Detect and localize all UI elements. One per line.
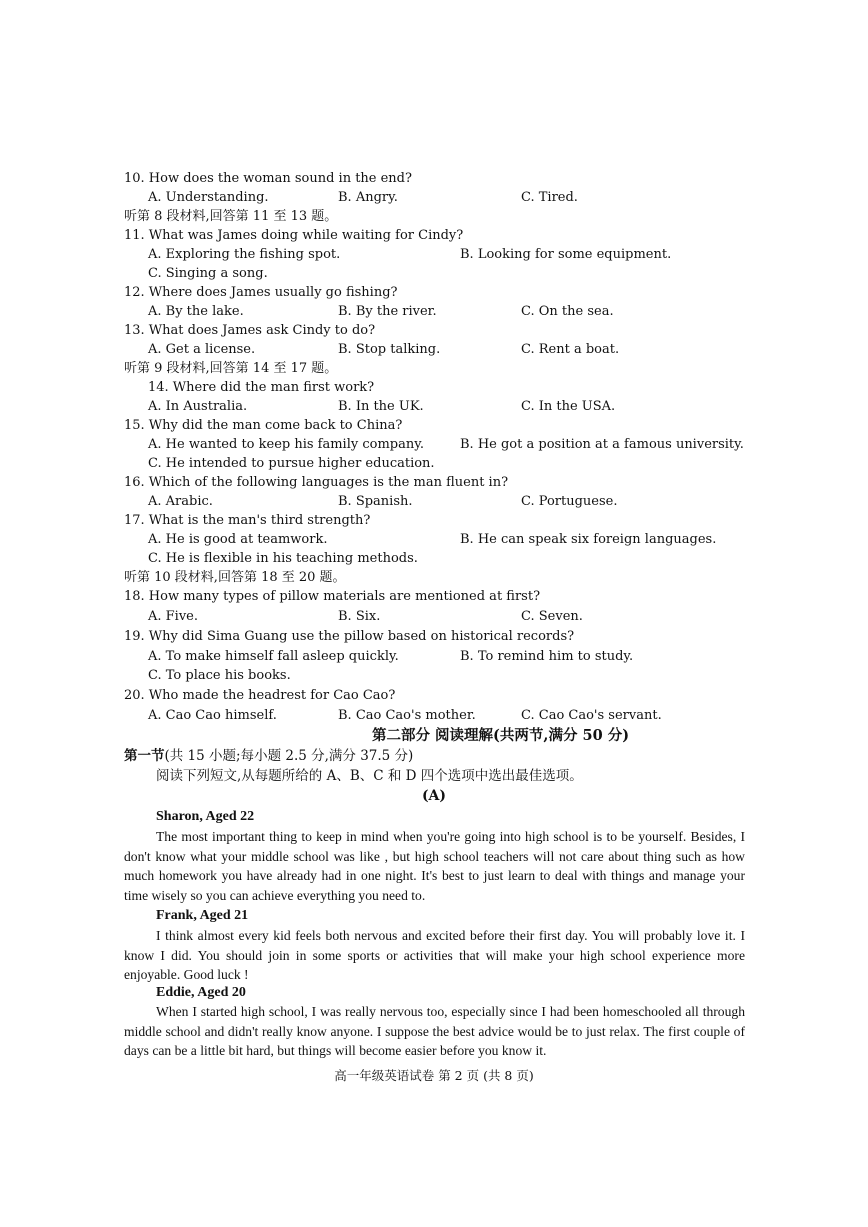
question-17-option-a: A. He is good at teamwork. — [148, 532, 328, 547]
question-17-stem: 17. What is the man's third strength? — [124, 513, 371, 528]
listening-heading-9: 听第 9 段材料,回答第 14 至 17 题。 — [124, 361, 338, 376]
question-14-option-a: A. In Australia. — [148, 399, 248, 414]
question-15-option-a: A. He wanted to keep his family company. — [148, 437, 424, 452]
part2-title: 第二部分 阅读理解(共两节,满分 50 分) — [372, 727, 630, 744]
question-13-option-a: A. Get a license. — [148, 342, 256, 357]
section1-label: 第一节 — [124, 748, 165, 764]
question-14-option-b: B. In the UK. — [338, 399, 424, 414]
question-16-option-b: B. Spanish. — [338, 494, 413, 509]
question-10-option-a: A. Understanding. — [148, 190, 269, 205]
question-15-option-c: C. He intended to pursue higher education. — [148, 456, 435, 471]
question-13-stem: 13. What does James ask Cindy to do? — [124, 323, 376, 338]
question-20-option-a: A. Cao Cao himself. — [148, 708, 277, 723]
section1-info: (共 15 小题;每小题 2.5 分,满分 37.5 分) — [164, 748, 414, 764]
question-18-stem: 18. How many types of pillow materials are mentioned at first? — [124, 589, 541, 604]
question-19-option-b: B. To remind him to study. — [460, 649, 634, 664]
question-19-option-a: A. To make himself fall asleep quickly. — [148, 649, 399, 664]
page-footer: 高一年级英语试卷 第 2 页 (共 8 页) — [334, 1068, 534, 1083]
frank-paragraph: I think almost every kid feels both nervous and excited before their first day. You will probably love it. I know I did. You should join in some sports or activities that will make your high school experience more enjoyable. Good luck ! — [124, 928, 745, 983]
sharon-name: Sharon, Aged 22 — [156, 809, 255, 824]
question-18-option-c: C. Seven. — [521, 609, 583, 624]
question-14-stem: 14. Where did the man first work? — [148, 380, 375, 395]
question-19-stem: 19. Why did Sima Guang use the pillow based on historical records? — [124, 629, 575, 644]
question-19-option-c: C. To place his books. — [148, 668, 291, 683]
eddie-paragraph: When I started high school, I was really nervous too, especially since I had been homeschooled all through middle school and didn't really know anyone. I suppose the best advice would be to just relax. The first couple of days can be a little bit hard, but things will become easier before you know it. — [124, 1004, 745, 1059]
question-18-option-a: A. Five. — [148, 609, 199, 624]
question-14-option-c: C. In the USA. — [521, 399, 616, 414]
question-10-option-c: C. Tired. — [521, 190, 578, 205]
question-12-option-a: A. By the lake. — [148, 304, 244, 319]
sharon-paragraph: The most important thing to keep in mind when you're going into high school is to be yourself. Besides, I don't know what your middle school was like , but high school teachers will not care about thing such as how much homework you have already had in one night. It's best to just learn to deal with things and manage your time wisely so you can achieve everything you need to. — [124, 829, 745, 903]
question-15-stem: 15. Why did the man come back to China? — [124, 418, 403, 433]
question-13-option-b: B. Stop talking. — [338, 342, 441, 357]
question-16-option-a: A. Arabic. — [148, 494, 213, 509]
question-20-stem: 20. Who made the headrest for Cao Cao? — [124, 688, 396, 703]
listening-heading-8: 听第 8 段材料,回答第 11 至 13 题。 — [124, 209, 338, 224]
section1-heading — [124, 746, 413, 766]
question-15-option-b: B. He got a position at a famous university. — [460, 437, 744, 452]
question-12-stem: 12. Where does James usually go fishing? — [124, 285, 398, 300]
question-18-option-b: B. Six. — [338, 609, 381, 624]
question-16-stem: 16. Which of the following languages is the man fluent in? — [124, 475, 509, 490]
question-11-option-b: B. Looking for some equipment. — [460, 247, 672, 262]
question-10-stem: 10. How does the woman sound in the end? — [124, 171, 412, 186]
question-11-option-c: C. Singing a song. — [148, 266, 268, 281]
section1-instruction: 阅读下列短文,从每题所给的 A、B、C 和 D 四个选项中选出最佳选项。 — [156, 768, 583, 784]
question-13-option-c: C. Rent a boat. — [521, 342, 620, 357]
question-11-option-a: A. Exploring the fishing spot. — [148, 247, 341, 262]
passage-label: (A) — [421, 788, 447, 804]
question-11-stem: 11. What was James doing while waiting for Cindy? — [124, 228, 464, 243]
question-17-option-b: B. He can speak six foreign languages. — [460, 532, 717, 547]
eddie-name: Eddie, Aged 20 — [156, 985, 246, 1000]
question-16-option-c: C. Portuguese. — [521, 494, 618, 509]
question-20-option-c: C. Cao Cao's servant. — [521, 708, 662, 723]
listening-heading-10: 听第 10 段材料,回答第 18 至 20 题。 — [124, 570, 346, 585]
frank-name: Frank, Aged 21 — [156, 908, 249, 923]
question-12-option-b: B. By the river. — [338, 304, 437, 319]
question-12-option-c: C. On the sea. — [521, 304, 614, 319]
question-20-option-b: B. Cao Cao's mother. — [338, 708, 476, 723]
question-10-option-b: B. Angry. — [338, 190, 398, 205]
question-17-option-c: C. He is flexible in his teaching methods. — [148, 551, 418, 566]
